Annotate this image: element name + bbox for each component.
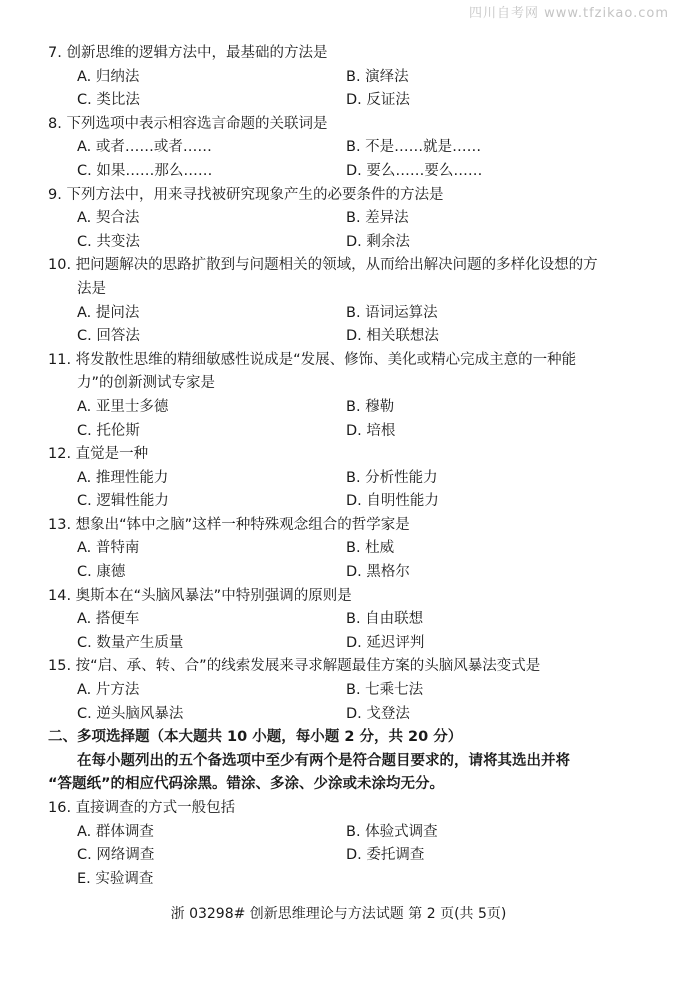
question-8-options-row2: [0, 160, 677, 184]
option-a: A. 片方法: [77, 682, 140, 699]
question-11-stem-cont: [0, 372, 677, 396]
question-16-options-row1: [0, 821, 677, 845]
option-a: A. 搭便车: [77, 611, 140, 628]
question-text-continued: 法是: [77, 280, 106, 297]
option-d: D. 戈登法: [346, 705, 410, 722]
section-2-instructions: 在每小题列出的五个备选项中至少有两个是符合题目要求的，请将其选出并将: [77, 752, 570, 769]
option-a: A. 群体调查: [77, 823, 154, 840]
option-b: B. 不是……就是……: [346, 139, 482, 156]
section-2-title: 二、多项选择题（本大题共 10 小题，每小题 2 分，共 20 分）: [48, 729, 463, 746]
question-13-stem: [0, 514, 677, 538]
question-15-stem: [0, 655, 677, 679]
question-14-options-row2: [0, 632, 677, 656]
question-text: 奥斯本在“头脑风暴法”中特别强调的原则是: [75, 587, 352, 604]
question-7-options-row2: [0, 89, 677, 113]
question-11-options-row1: [0, 396, 677, 420]
option-a: A. 契合法: [77, 210, 140, 227]
page-footer: 浙 03298# 创新思维理论与方法试题 第 2 页(共 5页): [170, 906, 507, 922]
question-16-options-row3: [0, 868, 677, 892]
question-12-options-row2: [0, 490, 677, 514]
option-b: B. 杜威: [346, 540, 395, 557]
option-c: C. 康德: [77, 564, 126, 581]
question-7-stem: [0, 42, 677, 66]
option-b: B. 差异法: [346, 210, 409, 227]
option-d: D. 剩余法: [346, 233, 410, 250]
question-16-options-row2: [0, 844, 677, 868]
question-10-options-row1: [0, 302, 677, 326]
option-c: C. 逆头脑风暴法: [77, 705, 184, 722]
question-number: 9.: [48, 186, 62, 203]
option-b: B. 穆勒: [346, 398, 395, 415]
option-c: C. 网络调查: [77, 847, 155, 864]
question-7-options-row1: [0, 66, 677, 90]
question-8-options-row1: [0, 136, 677, 160]
question-text: 下列选项中表示相容选言命题的关联词是: [66, 115, 328, 132]
option-b: B. 自由联想: [346, 611, 424, 628]
option-d: D. 委托调查: [346, 847, 425, 864]
question-text: 创新思维的逻辑方法中，最基础的方法是: [66, 45, 328, 61]
option-a: A. 提问法: [77, 304, 140, 321]
question-10-options-row2: [0, 325, 677, 349]
question-number: 16.: [48, 800, 72, 816]
question-number: 8.: [48, 115, 62, 132]
option-c: C. 类比法: [77, 92, 140, 109]
question-14-stem: [0, 585, 677, 609]
question-12-options-row1: [0, 467, 677, 491]
question-11-stem: [0, 349, 677, 373]
option-d: D. 培根: [346, 422, 396, 439]
question-text-continued: 力”的创新测试专家是: [77, 375, 216, 392]
exam-content: [0, 42, 677, 891]
section-2-instructions-cont: “答题纸”的相应代码涂黑。错涂、多涂、少涂或未涂均无分。: [48, 776, 445, 793]
option-c: C. 如果……那么……: [77, 162, 213, 179]
option-b: B. 演绎法: [346, 68, 409, 85]
question-10-stem-cont: [0, 278, 677, 302]
question-13-options-row2: [0, 561, 677, 585]
option-b: B. 语词运算法: [346, 304, 438, 321]
option-c: C. 托伦斯: [77, 422, 140, 439]
option-d: D. 要么……要么……: [346, 162, 483, 179]
option-c: C. 逻辑性能力: [77, 493, 169, 510]
question-number: 7.: [48, 45, 62, 61]
question-number: 14.: [48, 587, 72, 604]
question-9-options-row2: [0, 231, 677, 255]
question-number: 13.: [48, 516, 72, 533]
question-text: 直接调查的方式一般包括: [75, 800, 236, 816]
question-text: 直觉是一种: [75, 446, 149, 463]
option-d: D. 相关联想法: [346, 328, 439, 345]
watermark: 四川自考网 www.tfzikao.com: [469, 6, 669, 21]
question-9-options-row1: [0, 207, 677, 231]
question-text: 想象出“钵中之脑”这样一种特殊观念组合的哲学家是: [75, 516, 410, 533]
question-15-options-row1: [0, 679, 677, 703]
question-16-stem: [0, 797, 677, 821]
option-c: C. 数量产生质量: [77, 634, 184, 651]
question-11-options-row2: [0, 420, 677, 444]
question-15-options-row2: [0, 703, 677, 727]
question-10-stem: [0, 254, 677, 278]
option-a: A. 归纳法: [77, 68, 140, 85]
option-a: A. 亚里士多德: [77, 398, 169, 415]
question-13-options-row1: [0, 537, 677, 561]
option-a: A. 普特南: [77, 540, 140, 557]
option-c: C. 共变法: [77, 233, 140, 250]
question-text: 下列方法中，用来寻找被研究现象产生的必要条件的方法是: [66, 186, 444, 203]
option-b: B. 分析性能力: [346, 469, 438, 486]
question-9-stem: [0, 184, 677, 208]
option-d: D. 延迟评判: [346, 634, 425, 651]
option-d: D. 自明性能力: [346, 493, 439, 510]
option-c: C. 回答法: [77, 328, 140, 345]
option-d: D. 黑格尔: [346, 564, 410, 581]
question-number: 15.: [48, 658, 72, 675]
question-number: 11.: [48, 351, 72, 368]
option-b: B. 七乘七法: [346, 682, 424, 699]
option-b: B. 体验式调查: [346, 823, 438, 840]
question-text: 把问题解决的思路扩散到与问题相关的领域，从而给出解决问题的多样化设想的方: [75, 257, 598, 274]
question-8-stem: [0, 113, 677, 137]
question-number: 12.: [48, 446, 72, 463]
option-e: E. 实验调查: [77, 870, 154, 887]
option-d: D. 反证法: [346, 92, 410, 109]
option-a: A. 推理性能力: [77, 469, 169, 486]
option-a: A. 或者……或者……: [77, 139, 212, 156]
question-text: 按“启、承、转、合”的线索发展来寻求解题最佳方案的头脑风暴法变式是: [75, 658, 541, 675]
question-14-options-row1: [0, 608, 677, 632]
question-12-stem: [0, 443, 677, 467]
question-number: 10.: [48, 257, 72, 274]
question-text: 将发散性思维的精细敏感性说成是“发展、修饰、美化或精心完成主意的一种能: [75, 351, 577, 368]
